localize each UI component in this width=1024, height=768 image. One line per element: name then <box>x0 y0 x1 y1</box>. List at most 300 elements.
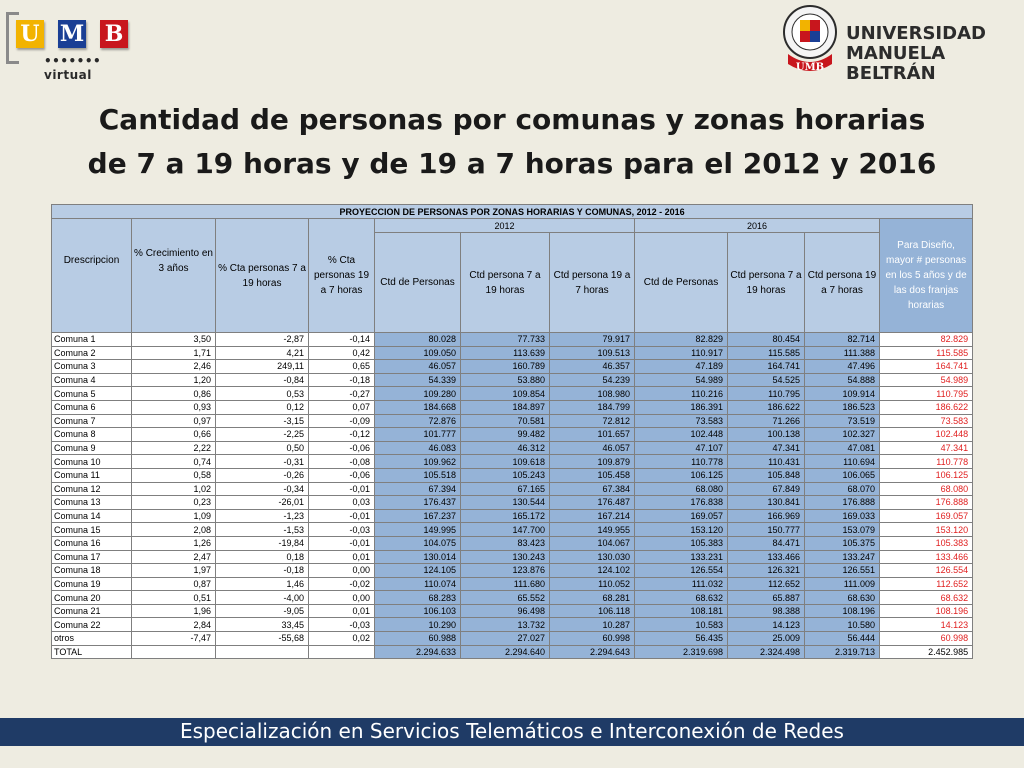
table-cell: 108.196 <box>880 604 973 618</box>
table-cell: 56.444 <box>805 632 880 646</box>
table-cell: -9,05 <box>216 604 309 618</box>
table-row <box>52 414 973 428</box>
table-cell: 0,02 <box>309 632 375 646</box>
table-cell: 169.033 <box>805 509 880 523</box>
table-row <box>52 523 973 537</box>
table-cell <box>132 645 216 659</box>
table-cell: 0,74 <box>132 455 216 469</box>
table-row <box>52 468 973 482</box>
table-cell: -0,09 <box>309 414 375 428</box>
row-label: Comuna 14 <box>52 509 132 523</box>
table-cell: 166.969 <box>728 509 805 523</box>
row-label: Comuna 20 <box>52 591 132 605</box>
table-row <box>52 496 973 510</box>
table-cell: 2.319.698 <box>635 645 728 659</box>
table-cell: 10.583 <box>635 618 728 632</box>
table-cell: 109.280 <box>375 387 461 401</box>
table-cell: 14.123 <box>728 618 805 632</box>
seal-text: UMB <box>795 62 825 73</box>
table-cell: 102.448 <box>635 428 728 442</box>
header-year-2016: 2016 <box>635 219 880 233</box>
table-cell: 65.552 <box>461 591 550 605</box>
table-cell: 153.079 <box>805 523 880 537</box>
row-label: Comuna 2 <box>52 346 132 360</box>
table-cell: 2,47 <box>132 550 216 564</box>
table-cell: 176.487 <box>550 496 635 510</box>
table-row <box>52 604 973 618</box>
table-cell: 130.841 <box>728 496 805 510</box>
table-cell: 0,01 <box>309 604 375 618</box>
table-cell: 1,46 <box>216 577 309 591</box>
table-cell: 100.138 <box>728 428 805 442</box>
table-cell: 106.065 <box>805 468 880 482</box>
table-row <box>52 387 973 401</box>
table-cell: 126.321 <box>728 564 805 578</box>
table-cell: -0,18 <box>216 564 309 578</box>
table-cell: 60.998 <box>880 632 973 646</box>
table-cell: 82.714 <box>805 333 880 347</box>
table-row <box>52 428 973 442</box>
table-cell: 176.888 <box>805 496 880 510</box>
header-ctd-19-7-2016: Ctd persona 19 a 7 horas <box>805 233 880 333</box>
row-label: Comuna 16 <box>52 536 132 550</box>
table-cell: 160.789 <box>461 360 550 374</box>
table-cell: 176.888 <box>880 496 973 510</box>
slide-title <box>0 98 1024 186</box>
table-cell: 130.014 <box>375 550 461 564</box>
table-cell: 186.622 <box>728 400 805 414</box>
table-row <box>52 455 973 469</box>
table-cell: 54.339 <box>375 373 461 387</box>
table-cell: 73.519 <box>805 414 880 428</box>
table-cell: 130.243 <box>461 550 550 564</box>
table-cell: 77.733 <box>461 333 550 347</box>
table-cell: 47.107 <box>635 441 728 455</box>
table-cell: 110.074 <box>375 577 461 591</box>
table-cell: 67.394 <box>375 482 461 496</box>
table-cell: 105.848 <box>728 468 805 482</box>
row-label: Comuna 10 <box>52 455 132 469</box>
header-cta-7-19: % Cta personas 7 a 19 horas <box>216 219 309 333</box>
table-cell: 84.471 <box>728 536 805 550</box>
table-cell: 1,26 <box>132 536 216 550</box>
table-cell: 4,21 <box>216 346 309 360</box>
table-cell: 111.388 <box>805 346 880 360</box>
table-cell: 167.214 <box>550 509 635 523</box>
row-label: Comuna 22 <box>52 618 132 632</box>
table-cell: 72.812 <box>550 414 635 428</box>
table-cell: 184.897 <box>461 400 550 414</box>
table-cell: -2,25 <box>216 428 309 442</box>
row-label: Comuna 13 <box>52 496 132 510</box>
table-cell: 105.243 <box>461 468 550 482</box>
table-cell: -0,01 <box>309 536 375 550</box>
table-cell: 249,11 <box>216 360 309 374</box>
row-label: Comuna 18 <box>52 564 132 578</box>
table-cell: 0,93 <box>132 400 216 414</box>
table-cell: 54.888 <box>805 373 880 387</box>
table-row <box>52 550 973 564</box>
table-cell: 1,20 <box>132 373 216 387</box>
table-cell: 109.050 <box>375 346 461 360</box>
table-cell: 56.435 <box>635 632 728 646</box>
table-cell: 2.294.633 <box>375 645 461 659</box>
table-cell: 0,53 <box>216 387 309 401</box>
table-cell: 0,18 <box>216 550 309 564</box>
table-row <box>52 346 973 360</box>
table-cell: 102.448 <box>880 428 973 442</box>
table-row <box>52 441 973 455</box>
row-label: Comuna 4 <box>52 373 132 387</box>
table-cell: 149.995 <box>375 523 461 537</box>
row-label: Comuna 3 <box>52 360 132 374</box>
table-row <box>52 577 973 591</box>
table-cell <box>216 645 309 659</box>
table-cell: 0,00 <box>309 564 375 578</box>
table-cell: 0,87 <box>132 577 216 591</box>
row-label: Comuna 15 <box>52 523 132 537</box>
table-cell: -0,03 <box>309 618 375 632</box>
row-label: Comuna 11 <box>52 468 132 482</box>
table-cell: 104.075 <box>375 536 461 550</box>
university-logo <box>780 2 1020 84</box>
table-cell: 99.482 <box>461 428 550 442</box>
table-cell: 14.123 <box>880 618 973 632</box>
row-label: otros <box>52 632 132 646</box>
row-label: Comuna 9 <box>52 441 132 455</box>
table-cell: 102.327 <box>805 428 880 442</box>
table-cell: 109.513 <box>550 346 635 360</box>
table-cell: 47.189 <box>635 360 728 374</box>
table-cell: 169.057 <box>880 509 973 523</box>
table-cell: 110.778 <box>635 455 728 469</box>
table-cell: 54.239 <box>550 373 635 387</box>
table-cell: 115.585 <box>728 346 805 360</box>
table-cell: 109.854 <box>461 387 550 401</box>
table-cell: -0,01 <box>309 509 375 523</box>
table-cell: 108.980 <box>550 387 635 401</box>
university-name <box>846 24 1020 84</box>
table-cell: 104.067 <box>550 536 635 550</box>
table-cell: 106.118 <box>550 604 635 618</box>
table-cell: 110.216 <box>635 387 728 401</box>
slide-title-line2: de 7 a 19 horas y de 19 a 7 horas para el 2012 y 2016 <box>87 147 937 180</box>
table-cell: 186.391 <box>635 400 728 414</box>
table-cell: 0,50 <box>216 441 309 455</box>
table-cell: 124.105 <box>375 564 461 578</box>
table-cell: 0,00 <box>309 591 375 605</box>
table-cell: 133.231 <box>635 550 728 564</box>
table-cell: 113.639 <box>461 346 550 360</box>
logo-letter-u: U <box>16 20 44 48</box>
row-label: Comuna 8 <box>52 428 132 442</box>
table-cell: 109.879 <box>550 455 635 469</box>
table-cell: 68.281 <box>550 591 635 605</box>
table-cell: 60.998 <box>550 632 635 646</box>
table-cell: 2.294.640 <box>461 645 550 659</box>
table-cell: 110.431 <box>728 455 805 469</box>
table-cell: 10.287 <box>550 618 635 632</box>
table-cell: -19,84 <box>216 536 309 550</box>
table-cell: 169.057 <box>635 509 728 523</box>
table-cell: 2,08 <box>132 523 216 537</box>
table-row <box>52 632 973 646</box>
table-total-row <box>52 645 973 659</box>
table-cell: 0,97 <box>132 414 216 428</box>
table-cell: -3,15 <box>216 414 309 428</box>
row-label: Comuna 17 <box>52 550 132 564</box>
table-cell: -0,26 <box>216 468 309 482</box>
table-cell: 68.070 <box>805 482 880 496</box>
table-cell: 165.172 <box>461 509 550 523</box>
logo-letter-b: B <box>100 20 128 48</box>
table-cell: 153.120 <box>880 523 973 537</box>
header-ctd-personas-2016: Ctd de Personas <box>635 233 728 333</box>
table-cell: 0,58 <box>132 468 216 482</box>
table-cell: 110.795 <box>728 387 805 401</box>
table-cell: -0,14 <box>309 333 375 347</box>
table-cell: 0,86 <box>132 387 216 401</box>
table-cell: 2,46 <box>132 360 216 374</box>
table-cell: 123.876 <box>461 564 550 578</box>
row-label: Comuna 21 <box>52 604 132 618</box>
table-cell: 10.290 <box>375 618 461 632</box>
table-cell: 105.518 <box>375 468 461 482</box>
row-label: TOTAL <box>52 645 132 659</box>
table-cell: 68.632 <box>635 591 728 605</box>
table-cell: 67.165 <box>461 482 550 496</box>
footer-text: Especialización en Servicios Telemáticos e Interconexión de Redes <box>180 719 844 743</box>
table-cell: 111.032 <box>635 577 728 591</box>
table-cell: 46.312 <box>461 441 550 455</box>
table-cell: 109.962 <box>375 455 461 469</box>
table-cell: 1,97 <box>132 564 216 578</box>
table-cell: -0,02 <box>309 577 375 591</box>
table-cell: 126.554 <box>635 564 728 578</box>
table-cell: 46.057 <box>550 441 635 455</box>
table-cell: 106.103 <box>375 604 461 618</box>
table-cell: -0,06 <box>309 468 375 482</box>
table-cell: 67.849 <box>728 482 805 496</box>
table-cell: 1,09 <box>132 509 216 523</box>
table-cell: 0,65 <box>309 360 375 374</box>
table-cell: 105.458 <box>550 468 635 482</box>
logo-tagline: ••••••• virtual <box>44 54 102 82</box>
table-cell: 0,51 <box>132 591 216 605</box>
row-label: Comuna 5 <box>52 387 132 401</box>
header-para-diseno: Para Diseño, mayor # personas en los 5 años y de las dos franjas horarias <box>880 219 973 333</box>
table-cell: -1,53 <box>216 523 309 537</box>
table-cell: 133.466 <box>728 550 805 564</box>
logo-letter-m: M <box>59 21 85 47</box>
table-cell: 186.622 <box>880 400 973 414</box>
table-cell: -55,68 <box>216 632 309 646</box>
table-cell: 10.580 <box>805 618 880 632</box>
table-cell: 0,01 <box>309 550 375 564</box>
table-cell: 25.009 <box>728 632 805 646</box>
table-cell <box>309 645 375 659</box>
table-cell: 46.083 <box>375 441 461 455</box>
table-cell: 153.120 <box>635 523 728 537</box>
table-cell: 72.876 <box>375 414 461 428</box>
table-cell: 80.028 <box>375 333 461 347</box>
table-cell: 82.829 <box>880 333 973 347</box>
table-cell: 98.388 <box>728 604 805 618</box>
university-name-line1: UNIVERSIDAD <box>846 23 986 44</box>
table-cell: 79.917 <box>550 333 635 347</box>
table-row <box>52 564 973 578</box>
table-cell: 184.799 <box>550 400 635 414</box>
table-cell: 27.027 <box>461 632 550 646</box>
university-seal-icon <box>782 4 838 76</box>
table-cell: 2.452.985 <box>880 645 973 659</box>
table-cell: 130.030 <box>550 550 635 564</box>
header-descripcion: Drescripcion <box>52 219 132 333</box>
header-year-2012: 2012 <box>375 219 635 233</box>
table-cell: -0,06 <box>309 441 375 455</box>
table-row <box>52 509 973 523</box>
table-cell: 47.496 <box>805 360 880 374</box>
table-row <box>52 482 973 496</box>
table-cell: 110.052 <box>550 577 635 591</box>
table-cell: -0,18 <box>309 373 375 387</box>
table-cell: 110.778 <box>880 455 973 469</box>
header-ctd-personas-2012: Ctd de Personas <box>375 233 461 333</box>
table-cell: 133.247 <box>805 550 880 564</box>
table-cell: 65.887 <box>728 591 805 605</box>
table-cell: 176.838 <box>635 496 728 510</box>
table-cell: -4,00 <box>216 591 309 605</box>
table-cell: 126.551 <box>805 564 880 578</box>
table-cell: 0,66 <box>132 428 216 442</box>
table-cell: 110.795 <box>880 387 973 401</box>
table-cell: -0,84 <box>216 373 309 387</box>
table-cell: 111.009 <box>805 577 880 591</box>
table-cell: 82.829 <box>635 333 728 347</box>
table-cell: -0,08 <box>309 455 375 469</box>
table-row <box>52 400 973 414</box>
table-cell: 47.341 <box>880 441 973 455</box>
table-cell: 73.583 <box>880 414 973 428</box>
table-cell: 0,03 <box>309 496 375 510</box>
table-cell: 109.618 <box>461 455 550 469</box>
table-row <box>52 360 973 374</box>
table-cell: 71.266 <box>728 414 805 428</box>
table-cell: 126.554 <box>880 564 973 578</box>
table-cell: 112.652 <box>728 577 805 591</box>
table-cell: 0,07 <box>309 400 375 414</box>
table-cell: 101.657 <box>550 428 635 442</box>
table-cell: 73.583 <box>635 414 728 428</box>
table-cell: 46.057 <box>375 360 461 374</box>
table-cell: 115.585 <box>880 346 973 360</box>
table-cell: 2,84 <box>132 618 216 632</box>
table-row <box>52 618 973 632</box>
header-ctd-19-7-2012: Ctd persona 19 a 7 horas <box>550 233 635 333</box>
table-cell: 70.581 <box>461 414 550 428</box>
table-cell: -0,27 <box>309 387 375 401</box>
table-cell: 105.375 <box>805 536 880 550</box>
table-cell: -7,47 <box>132 632 216 646</box>
table-cell: 13.732 <box>461 618 550 632</box>
header-ctd-7-19-2012: Ctd persona 7 a 19 horas <box>461 233 550 333</box>
table-cell: 0,12 <box>216 400 309 414</box>
table-cell: 2.294.643 <box>550 645 635 659</box>
university-name-line2: MANUELA BELTRÁN <box>846 43 946 84</box>
table-body <box>52 333 973 659</box>
table-cell: 0,42 <box>309 346 375 360</box>
table-cell: 96.498 <box>461 604 550 618</box>
table-cell: 54.989 <box>880 373 973 387</box>
table-cell: 164.741 <box>880 360 973 374</box>
table-cell: 53.880 <box>461 373 550 387</box>
table-cell: 106.125 <box>880 468 973 482</box>
table-cell: 150.777 <box>728 523 805 537</box>
table-cell: 167.237 <box>375 509 461 523</box>
table-cell: 184.668 <box>375 400 461 414</box>
table-cell: 67.384 <box>550 482 635 496</box>
table-cell: -26,01 <box>216 496 309 510</box>
table-cell: 124.102 <box>550 564 635 578</box>
table-cell: 105.383 <box>635 536 728 550</box>
table-cell: 1,71 <box>132 346 216 360</box>
table-cell: 3,50 <box>132 333 216 347</box>
table-cell: -0,03 <box>309 523 375 537</box>
table-cell: 130.544 <box>461 496 550 510</box>
table-cell: 101.777 <box>375 428 461 442</box>
table-cell: 68.080 <box>635 482 728 496</box>
table-cell: 1,02 <box>132 482 216 496</box>
table-cell: -1,23 <box>216 509 309 523</box>
table-cell: 2.324.498 <box>728 645 805 659</box>
slide-title-line1: Cantidad de personas por comunas y zonas horarias <box>98 103 926 136</box>
table-cell: 54.989 <box>635 373 728 387</box>
table-row <box>52 373 973 387</box>
table-cell: 112.652 <box>880 577 973 591</box>
table-cell: 108.196 <box>805 604 880 618</box>
table-cell: 186.523 <box>805 400 880 414</box>
table-cell: 47.341 <box>728 441 805 455</box>
table-cell: 60.988 <box>375 632 461 646</box>
table-caption: PROYECCION DE PERSONAS POR ZONAS HORARIAS Y COMUNAS, 2012 - 2016 <box>52 205 973 219</box>
table-cell: 68.283 <box>375 591 461 605</box>
row-label: Comuna 12 <box>52 482 132 496</box>
table-cell: 2,22 <box>132 441 216 455</box>
header-crecimiento: % Crecimiento en 3 años <box>132 219 216 333</box>
row-label: Comuna 1 <box>52 333 132 347</box>
table-cell: 164.741 <box>728 360 805 374</box>
table-cell: -0,34 <box>216 482 309 496</box>
table-cell: 176.437 <box>375 496 461 510</box>
row-label: Comuna 6 <box>52 400 132 414</box>
table-cell: -2,87 <box>216 333 309 347</box>
table-row <box>52 536 973 550</box>
row-label: Comuna 7 <box>52 414 132 428</box>
table-cell: 47.081 <box>805 441 880 455</box>
header-cta-19-7: % Cta personas 19 a 7 horas <box>309 219 375 333</box>
table-row <box>52 591 973 605</box>
table-row <box>52 333 973 347</box>
table-cell: 83.423 <box>461 536 550 550</box>
table-cell: -0,12 <box>309 428 375 442</box>
umb-virtual-logo <box>4 6 134 82</box>
table-cell: 2.319.713 <box>805 645 880 659</box>
table-cell: 108.181 <box>635 604 728 618</box>
table-cell: 68.080 <box>880 482 973 496</box>
row-label: Comuna 19 <box>52 577 132 591</box>
table-cell: 80.454 <box>728 333 805 347</box>
table-cell: 68.632 <box>880 591 973 605</box>
